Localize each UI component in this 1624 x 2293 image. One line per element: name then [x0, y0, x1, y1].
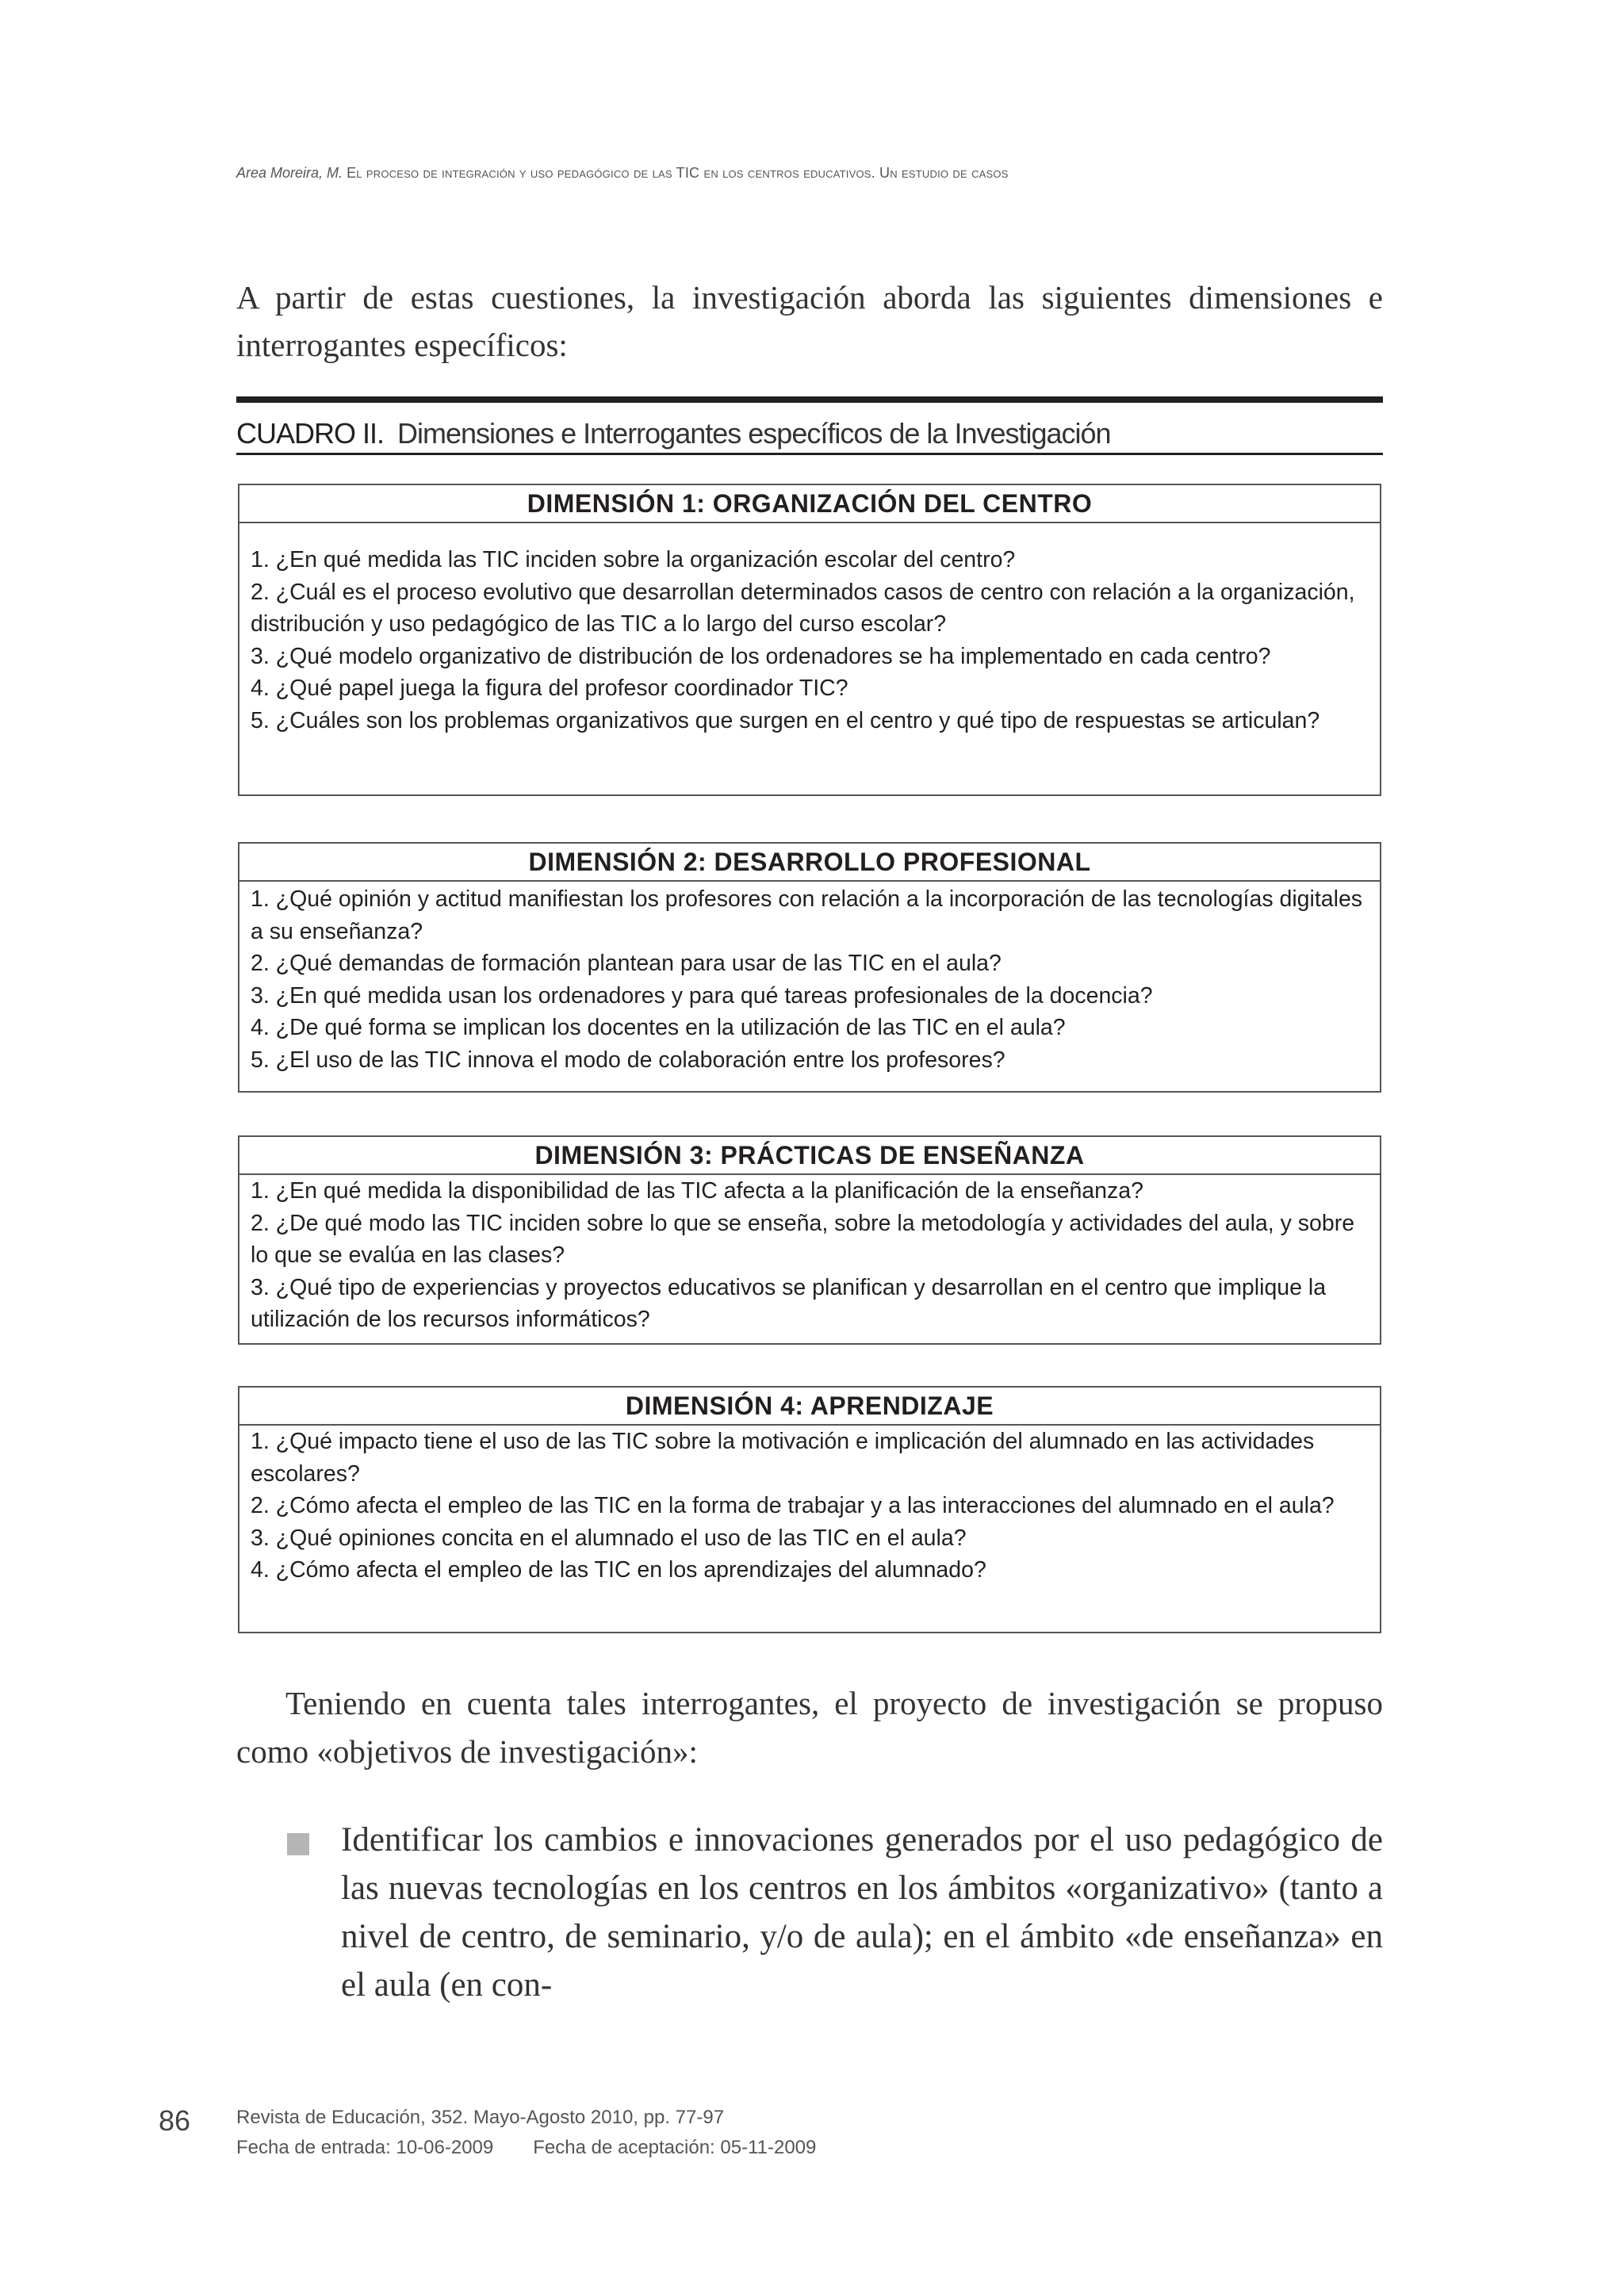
intro-paragraph: A partir de estas cuestiones, la investigación aborda las siguientes dimensiones e interrogantes específicos: — [236, 279, 1383, 363]
table-caption-text: Dimensiones e Interrogantes específicos de la Investigación — [397, 417, 1111, 450]
dimension-2-heading: DIMENSIÓN 2: DESARROLLO PROFESIONAL — [239, 844, 1380, 882]
dimension-1-question-5: 5. ¿Cuáles son los problemas organizativos que surgen en el centro y qué tipo de respuestas se articulan? — [251, 707, 1320, 733]
footer-received: Fecha de entrada: 10-06-2009 — [236, 2137, 494, 2158]
running-head-author: Area Moreira, M. — [236, 165, 343, 181]
dimension-3-box — [238, 1135, 1381, 1345]
page-number: 86 — [159, 2104, 191, 2137]
dimension-1-question-1: 1. ¿En qué medida las TIC inciden sobre la organización escolar del centro? — [251, 547, 1016, 572]
dimension-3-question-3: 3. ¿Qué tipo de experiencias y proyectos educativos se planifican y desarrollan en el centro que implique la utilización de los recursos informáticos? — [251, 1274, 1327, 1332]
dimension-2-question-2: 2. ¿Qué demandas de formación plantean para usar de las TIC en el aula? — [251, 951, 1002, 976]
dimension-1-box — [238, 484, 1381, 796]
dimension-2-question-4: 4. ¿De qué forma se implican los docentes en la utilización de las TIC en el aula? — [251, 1015, 1066, 1040]
running-head-title: El proceso de integración y uso pedagógico de las TIC en los centros educativos. Un estudio de casos — [347, 165, 1009, 181]
dimension-3-questions — [239, 1175, 1380, 1336]
dimension-2-box — [238, 842, 1381, 1093]
bullet-list-item — [236, 1816, 1383, 2009]
square-bullet-icon — [287, 1833, 309, 1855]
dimension-3-question-1: 1. ¿En qué medida la disponibilidad de las TIC afecta a la planificación de la enseñanza? — [251, 1178, 1143, 1204]
dimension-2-questions — [239, 882, 1380, 1076]
dimension-1-heading: DIMENSIÓN 1: ORGANIZACIÓN DEL CENTRO — [239, 485, 1380, 523]
dimension-1-question-2: 2. ¿Cuál es el proceso evolutivo que desarrollan determinados casos de centro con relación a la organización, distribución y uso pedagógico de las TIC a lo largo del curso escolar? — [251, 579, 1355, 637]
footer — [236, 2103, 816, 2163]
dimension-4-heading: DIMENSIÓN 4: APRENDIZAJE — [239, 1388, 1380, 1426]
dimension-4-box — [238, 1386, 1381, 1633]
table-caption — [236, 417, 1111, 450]
footer-accepted: Fecha de aceptación: 05-11-2009 — [533, 2137, 817, 2158]
dimension-4-question-3: 3. ¿Qué opiniones concita en el alumnado el uso de las TIC en el aula? — [251, 1525, 967, 1551]
dimension-3-question-2: 2. ¿De qué modo las TIC inciden sobre lo que se enseña, sobre la metodología y actividades del aula, y sobre lo que se evalúa en las clases? — [251, 1210, 1355, 1268]
dimension-2-question-5: 5. ¿El uso de las TIC innova el modo de colaboración entre los profesores? — [251, 1047, 1005, 1073]
dimension-3-heading: DIMENSIÓN 3: PRÁCTICAS DE ENSEÑANZA — [239, 1137, 1380, 1175]
footer-dates — [236, 2133, 816, 2163]
dimension-2-question-1: 1. ¿Qué opinión y actitud manifiestan los profesores con relación a la incorporación de las tecnologías digitales a su enseñanza? — [251, 886, 1363, 944]
running-head — [236, 165, 1386, 182]
dimension-1-question-4: 4. ¿Qué papel juega la figura del profesor coordinador TIC? — [251, 676, 848, 701]
table-caption-rule — [236, 396, 1383, 455]
dimension-4-questions — [239, 1426, 1380, 1587]
bullet-text: Identificar los cambios e innovaciones generados por el uso pedagógico de las nuevas tecnologías en los centros en los ámbitos «organizativo» (tanto a nivel de centro, de seminario, y/o de aula); en el ámbito «de enseñanza» en el aula (en con- — [341, 1821, 1383, 2004]
dimension-4-question-4: 4. ¿Cómo afecta el empleo de las TIC en los aprendizajes del alumnado? — [251, 1557, 986, 1583]
table-caption-label: CUADRO II. — [236, 417, 385, 450]
dimension-4-question-1: 1. ¿Qué impacto tiene el uso de las TIC sobre la motivación e implicación del alumnado en las actividades escolares? — [251, 1429, 1315, 1487]
dimension-1-question-3: 3. ¿Qué modelo organizativo de distribución de los ordenadores se ha implementado en cada centro? — [251, 643, 1271, 669]
dimension-1-questions — [239, 523, 1380, 737]
body-paragraph: Teniendo en cuenta tales interrogantes, el proyecto de investigación se propuso como «objetivos de investigación»: — [236, 1685, 1383, 1770]
dimension-2-question-3: 3. ¿En qué medida usan los ordenadores y para qué tareas profesionales de la docencia? — [251, 982, 1153, 1009]
dimension-4-question-2: 2. ¿Cómo afecta el empleo de las TIC en la forma de trabajar y a las interacciones del alumnado en el aula? — [251, 1493, 1335, 1518]
footer-journal: Revista de Educación, 352. Mayo-Agosto 2010, pp. 77-97 — [236, 2107, 725, 2128]
